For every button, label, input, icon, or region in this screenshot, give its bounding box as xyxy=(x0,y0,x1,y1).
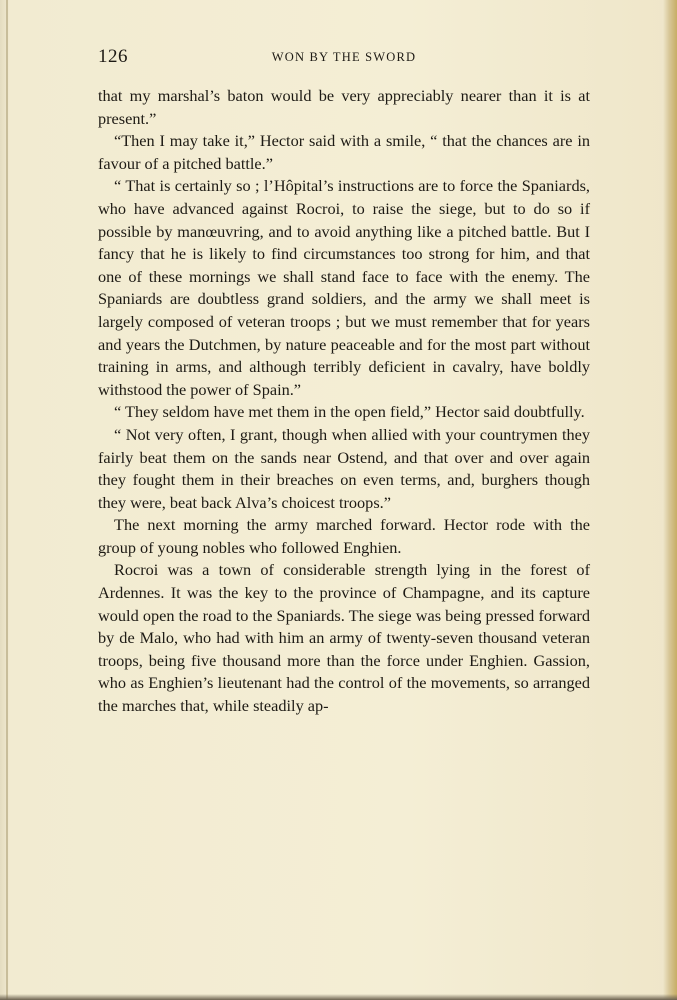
paragraph-5: “ Not very often, I grant, though when allied with your countrymen they fairly beat them on the sands near Ostend, and that over and over again they fought them in their breaches on even terms, and, burghers though they were, beat back Alva’s choicest troops.” xyxy=(98,424,590,512)
paragraph-4: “ They seldom have met them in the open field,” Hector said doubtfully. xyxy=(114,402,585,422)
page-gutter xyxy=(6,0,8,1000)
body-text xyxy=(98,85,590,718)
paragraph-7: Rocroi was a town of considerable strength lying in the forest of Ardennes. It was the key to the province of Champagne, and its capture would open the road to the Spaniards. The siege was being pressed forward by de Malo, who had with him an army of twenty-seven thousand veteran troops, being five thousand more than the force under Enghien. Gassion, who as Enghien’s lieutenant had the control of the movements, so arranged the marches that, while steadily ap- xyxy=(98,560,590,716)
page-header xyxy=(98,46,590,70)
page-bottom-shadow xyxy=(0,994,677,1000)
paragraph-2: “Then I may take it,” Hector said with a smile, “ that the chances are in favour of a pitched battle.” xyxy=(98,131,590,173)
page-edge-shadow xyxy=(663,0,677,1000)
paragraph-6: The next morning the army marched forward. Hector rode with the group of young nobles who followed Enghien. xyxy=(98,515,590,557)
paragraph-3: “ That is certainly so ; l’Hôpital’s instructions are to force the Spaniards, who have advanced against Rocroi, to raise the siege, but to do so if possible by manœuvring, and to avoid anything like a pitched battle. But I fancy that he is likely to find circumstances too strong for him, and that one of these mornings we shall stand face to face with the enemy. The Spaniards are doubtless grand soldiers, and the army we shall meet is largely composed of veteran troops ; but we must remember that for years and years the Dutchmen, by nature peaceable and for the most part without training in arms, and although terribly deficient in cavalry, have boldly withstood the power of Spain.” xyxy=(98,176,590,399)
page-number: 126 xyxy=(98,46,128,67)
running-title: WON BY THE SWORD xyxy=(271,50,417,64)
paragraph-1: that my marshal’s baton would be very appreciably nearer than it is at present.” xyxy=(98,86,590,128)
